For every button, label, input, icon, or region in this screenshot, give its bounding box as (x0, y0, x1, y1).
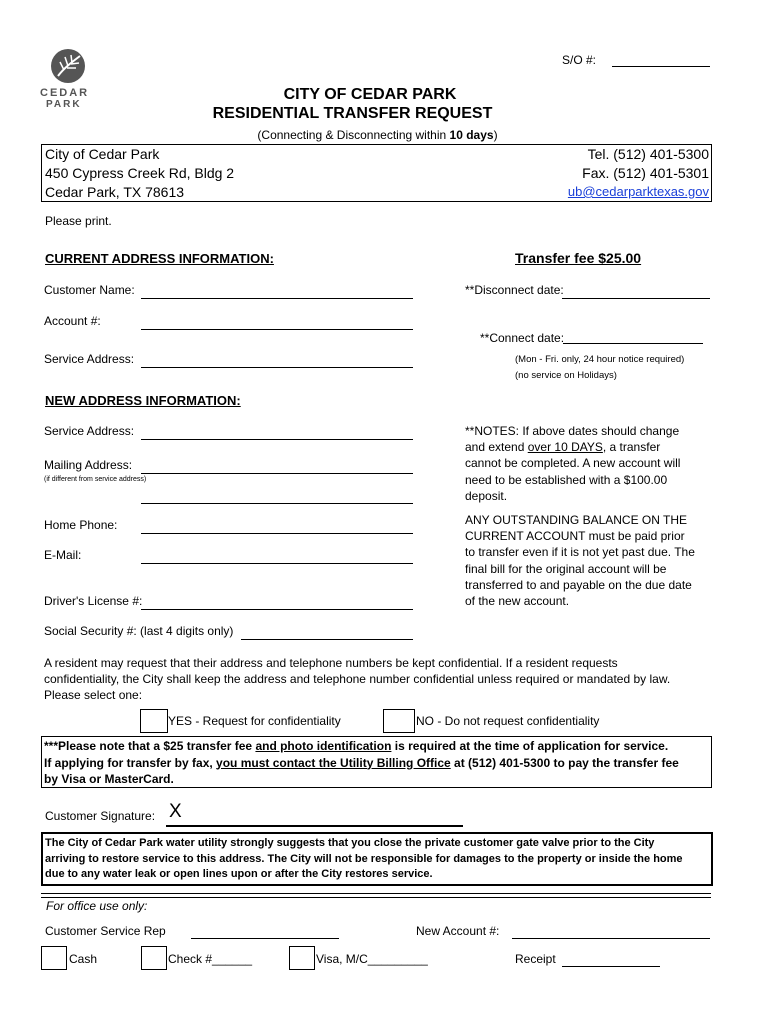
notes-outstanding-balance: ANY OUTSTANDING BALANCE ON THE CURRENT ACCOUNT must be paid prior to transfer even if it is not yet past due. The final bill for the original account will be transferred to and payable on the due date of the new account. (465, 513, 695, 609)
disconnect-date-field[interactable] (562, 298, 710, 299)
office-use-heading: For office use only: (46, 899, 148, 913)
service-rep-field[interactable] (191, 938, 339, 939)
transfer-window-note: (Connecting & Disconnecting within 10 days) (257, 128, 498, 142)
check-checkbox[interactable] (141, 946, 167, 970)
office-divider-2 (41, 897, 711, 898)
logo-text-cedar: CEDAR (40, 87, 90, 99)
signature-x-mark: X (169, 801, 182, 822)
service-address-field[interactable] (141, 367, 413, 368)
drivers-license-field[interactable] (141, 609, 413, 610)
home-phone-label: Home Phone: (44, 518, 118, 532)
please-print: Please print. (45, 214, 112, 228)
email-label: E-Mail: (44, 548, 82, 562)
contact-name: City of Cedar Park (45, 146, 160, 162)
contact-email-link[interactable]: ub@cedarparktexas.gov (567, 184, 709, 199)
service-address-label: Service Address: (44, 352, 135, 366)
cash-label: Cash (69, 952, 98, 966)
confidentiality-paragraph: A resident may request that their address and telephone numbers be kept confidential. If a resident requests confidentiality, the City shall keep the address and telephone number confidential unless required or mandated by law. Please select one: (44, 656, 671, 702)
gate-valve-warning-text: The City of Cedar Park water utility strongly suggests that you close the private customer gate valve prior to the City arriving to restore service to this address. The City will not be responsible for damages to the property or inside the home due to any water leak or open lines upon or after the City restores service. (45, 837, 683, 880)
connect-date-label: **Connect date: (480, 331, 565, 345)
visa-mc-label: Visa, M/C_________ (316, 952, 428, 966)
notes-date-change: **NOTES: If above dates should change and extend over 10 DAYS, a transfer cannot be completed. A new account will need to be established with a $100.00 deposit. (465, 424, 681, 503)
receipt-label: Receipt (515, 952, 556, 966)
confidentiality-no-label: NO - Do not request confidentiality (416, 714, 600, 728)
home-phone-field[interactable] (141, 533, 413, 534)
current-address-heading: CURRENT ADDRESS INFORMATION: (45, 251, 274, 266)
check-label: Check #______ (168, 952, 253, 966)
mailing-address-field-1[interactable] (141, 473, 413, 474)
cash-checkbox[interactable] (41, 946, 67, 970)
contact-address2: Cedar Park, TX 78613 (45, 184, 185, 200)
new-address-heading: NEW ADDRESS INFORMATION: (45, 393, 241, 408)
account-field[interactable] (141, 329, 413, 330)
connect-note-hours: (Mon - Fri. only, 24 hour notice required) (515, 354, 685, 365)
signature-label: Customer Signature: (45, 809, 156, 823)
new-service-address-field[interactable] (141, 439, 413, 440)
page-subtitle: RESIDENTIAL TRANSFER REQUEST (212, 105, 493, 122)
so-number-field[interactable] (612, 66, 710, 67)
confidentiality-yes-label: YES - Request for confidentiality (168, 714, 341, 728)
cedar-park-leaf-icon (48, 46, 88, 86)
transfer-fee: Transfer fee $25.00 (515, 250, 642, 266)
customer-name-field[interactable] (141, 298, 413, 299)
receipt-field[interactable] (562, 966, 660, 967)
signature-field[interactable] (166, 825, 463, 827)
so-label: S/O #: (562, 53, 597, 67)
email-field[interactable] (141, 563, 413, 564)
logo-text-park: PARK (46, 99, 82, 110)
visa-mc-checkbox[interactable] (289, 946, 315, 970)
drivers-license-label: Driver's License #: (44, 594, 143, 608)
page-title: CITY OF CEDAR PARK (283, 86, 457, 103)
mailing-address-field-2[interactable] (141, 503, 413, 504)
mailing-address-label: Mailing Address: (44, 458, 133, 472)
new-service-address-label: Service Address: (44, 424, 135, 438)
new-account-label: New Account #: (416, 924, 500, 938)
office-divider-1 (41, 893, 711, 894)
connect-note-holidays: (no service on Holidays) (515, 370, 617, 381)
ssn-field[interactable] (241, 639, 413, 640)
mailing-address-note: (if different from service address) (44, 476, 147, 483)
account-label: Account #: (44, 314, 101, 328)
contact-address1: 450 Cypress Creek Rd, Bldg 2 (45, 165, 235, 181)
customer-name-label: Customer Name: (44, 283, 135, 297)
service-rep-label: Customer Service Rep (45, 924, 166, 938)
fee-notice-text: ***Please note that a $25 transfer fee and photo identification is required at the time of application for service. If applying for transfer by fax, you must contact the Utility Billing Office at (512) 401-5300 to pay the transfer fee by Visa or MasterCard. (44, 739, 679, 786)
connect-date-field[interactable] (563, 343, 703, 344)
confidentiality-no-checkbox[interactable] (383, 709, 415, 733)
new-account-field[interactable] (512, 938, 710, 939)
confidentiality-yes-checkbox[interactable] (140, 709, 168, 733)
disconnect-date-label: **Disconnect date: (465, 283, 564, 297)
contact-tel: Tel. (512) 401-5300 (587, 146, 709, 162)
contact-fax: Fax. (512) 401-5301 (582, 165, 709, 181)
ssn-label: Social Security #: (last 4 digits only) (44, 624, 234, 638)
